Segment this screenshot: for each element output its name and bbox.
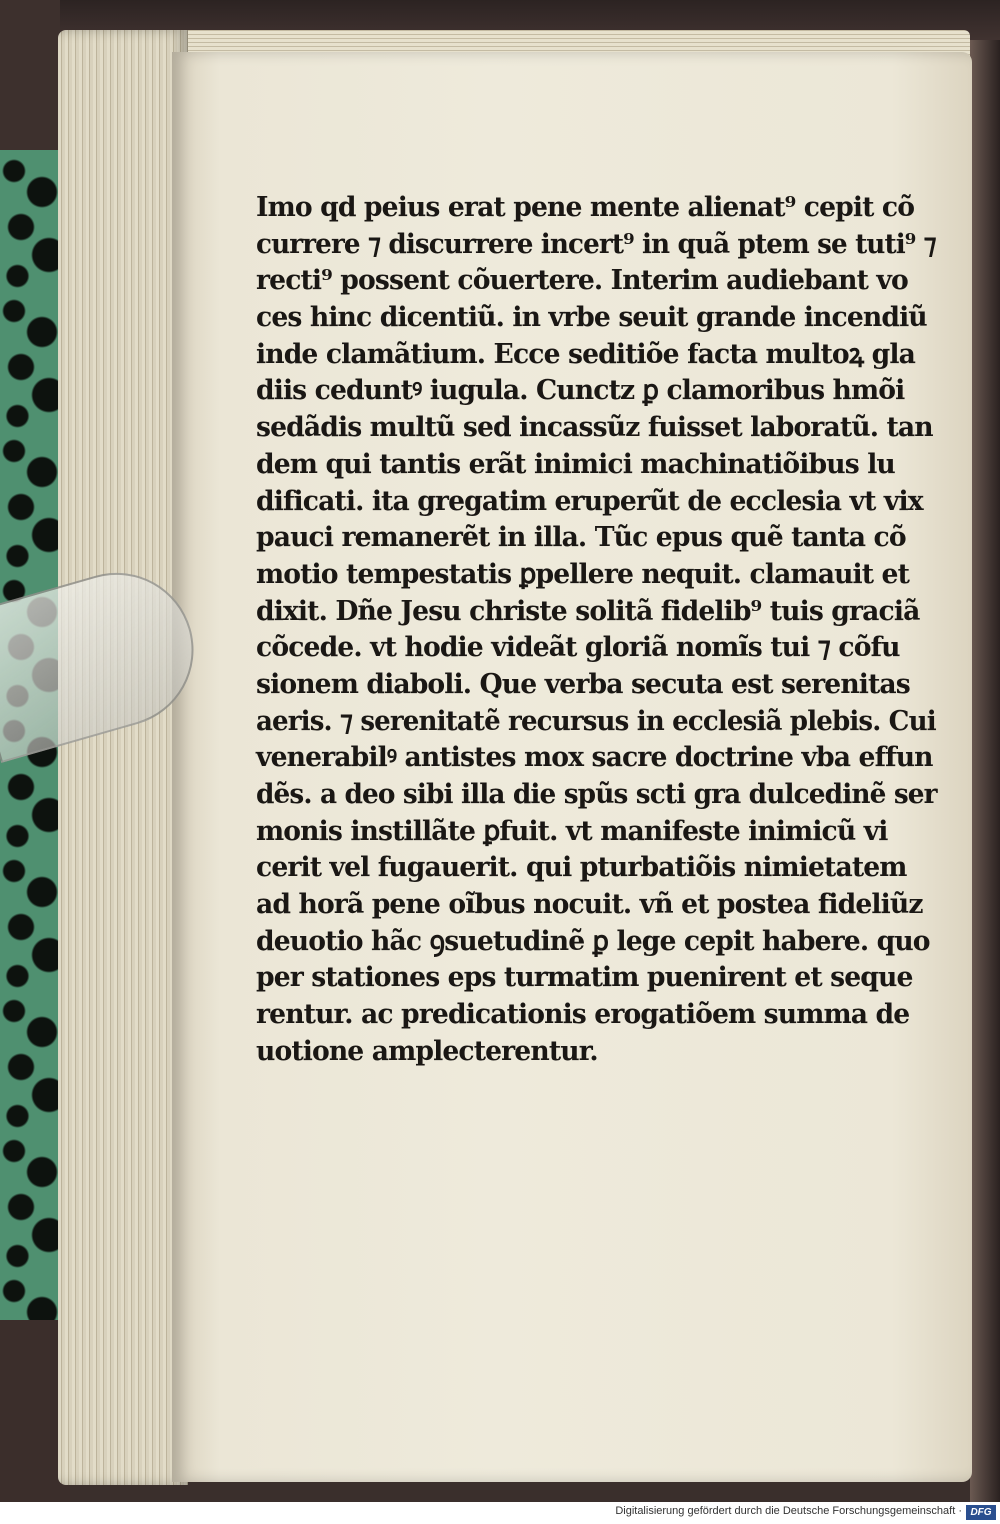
- text-line: dificati. ita gregatim eruperũt de ecclesia vt vix: [256, 485, 923, 517]
- text-line: pauci remanerẽt in illa. Tũc epus quẽ tanta cõ: [256, 522, 906, 554]
- text-line: monis instillãte ꝑfuit. vt manifeste inimicũ vi: [256, 815, 888, 847]
- text-line: diis ceduntꝰ iugula. Cunctz ꝑ clamoribus hmõi: [256, 375, 905, 407]
- text-line: dem qui tantis erãt inimici machinatiõibus lu: [256, 448, 895, 480]
- digitization-credit: Digitalisierung gefördert durch die Deutsche Forschungsgemeinschaft ·: [615, 1505, 962, 1517]
- text-line: dẽs. a deo sibi illa die spũs scti gra dulcedinẽ ser: [256, 779, 937, 810]
- text-line: cerit vel fugauerit. qui pturbatiõis nimietatem: [256, 852, 907, 884]
- text-line: dixit. Dñe Jesu christe solitã fidelib⁹ tuis graciã: [256, 595, 920, 627]
- text-line: sionem diaboli. Que verba secuta est serenitas: [256, 668, 910, 700]
- text-line: aeris. ⁊ serenitatẽ recursus in ecclesiã plebis. Cui: [256, 705, 936, 737]
- dfg-logo: DFG: [966, 1505, 996, 1520]
- text-line: uotione amplecterentur.: [256, 1035, 598, 1067]
- cover-right-edge: [970, 40, 1000, 1502]
- text-line: ces hinc dicentiũ. in vrbe seuit grande incendiũ: [256, 302, 927, 334]
- text-line: Imo qd peius erat pene mente alienat⁹ cepit cõ: [256, 192, 915, 223]
- text-line: sedãdis multũ sed incassũz fuisset laboratũ. tan: [256, 412, 933, 444]
- text-line: rentur. ac predicationis erogatiõem summa de: [256, 999, 910, 1031]
- text-line: per stationes eps turmatim puenirent et seque: [256, 962, 913, 994]
- page-stack-edges: [58, 30, 188, 1485]
- text-line: deuotio hãc ꝯsuetudinẽ ꝑ lege cepit habere. quo: [256, 925, 930, 957]
- text-line: recti⁹ possent cõuertere. Interim audiebant vo: [256, 265, 908, 297]
- text-line: venerabilꝰ antistes mox sacre doctrine vba effun: [256, 742, 933, 774]
- text-line: ad horã pene oĩbus nocuit. vñ et postea fideliũz: [256, 889, 923, 921]
- footer-bar: [0, 1502, 1000, 1524]
- text-line: motio tempestatis ꝑpellere nequit. clamauit et: [256, 558, 910, 590]
- text-line: cõcede. vt hodie videãt gloriã nomĩs tui ⁊ cõfu: [256, 632, 900, 664]
- text-line: inde clamãtium. Ecce seditiõe facta multoꝝ gla: [256, 338, 915, 370]
- text-line: currere ⁊ discurrere incert⁹ in quã ptem se tuti⁹ ⁊: [256, 228, 936, 260]
- cover-leather-left: [0, 0, 60, 160]
- printed-text-block: [256, 190, 946, 1071]
